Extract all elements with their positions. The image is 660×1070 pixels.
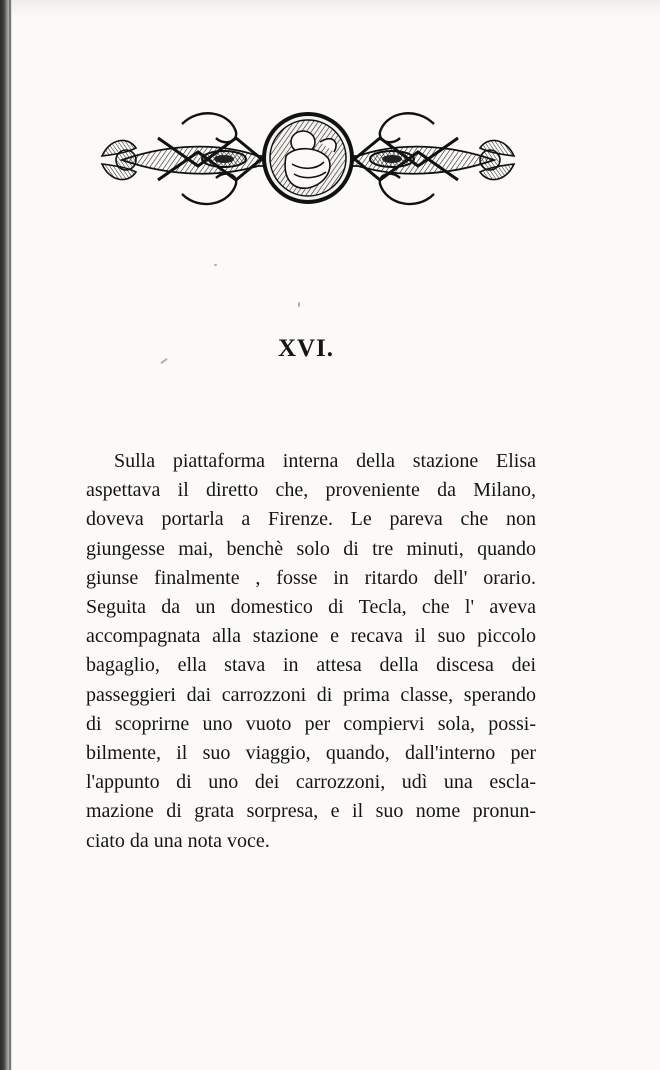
text-line: bilmente, il suo viaggio, quando, dall'interno per [86,742,536,765]
text-line: giungesse mai, benchè solo di tre minuti, quando [86,537,536,560]
text-line: bagaglio, ella stava in attesa della discesa dei [86,654,536,677]
text-line: mazione di grata sorpresa, e il suo nome pronun- [86,800,536,823]
paper-speck [214,264,217,266]
page-top-shadow [0,0,660,18]
text-line: accompagnata alla stazione e recava il suo piccolo [86,625,536,648]
paper-speck [298,302,300,307]
chapter-number: XVI. [277,335,335,362]
text-line: Seguita da un domestico di Tecla, che l' aveva [86,596,536,619]
chapter-body-text [86,447,536,856]
text-line: Sulla piattaforma interna della stazione Elisa [114,450,536,472]
text-line: passeggieri dai carrozzoni di prima classe, sperando [86,683,536,706]
text-line: di scoprirne uno vuoto per compiervi sola, possi- [86,712,536,735]
text-line: aspettava il diretto che, proveniente da Milano, [86,479,536,502]
text-line: giunse finalmente , fosse in ritardo dell' orario. [86,566,536,589]
binding-edge [0,0,12,1070]
ornament-svg [98,108,518,208]
text-line: l'appunto di uno dei carrozzoni, udì una escla- [86,771,536,794]
text-line: doveva portarla a Firenze. Le pareva che non [86,508,536,531]
cherub-medallion-vignette-icon [98,108,518,208]
text-line: ciato da una nota voce. [86,829,270,852]
